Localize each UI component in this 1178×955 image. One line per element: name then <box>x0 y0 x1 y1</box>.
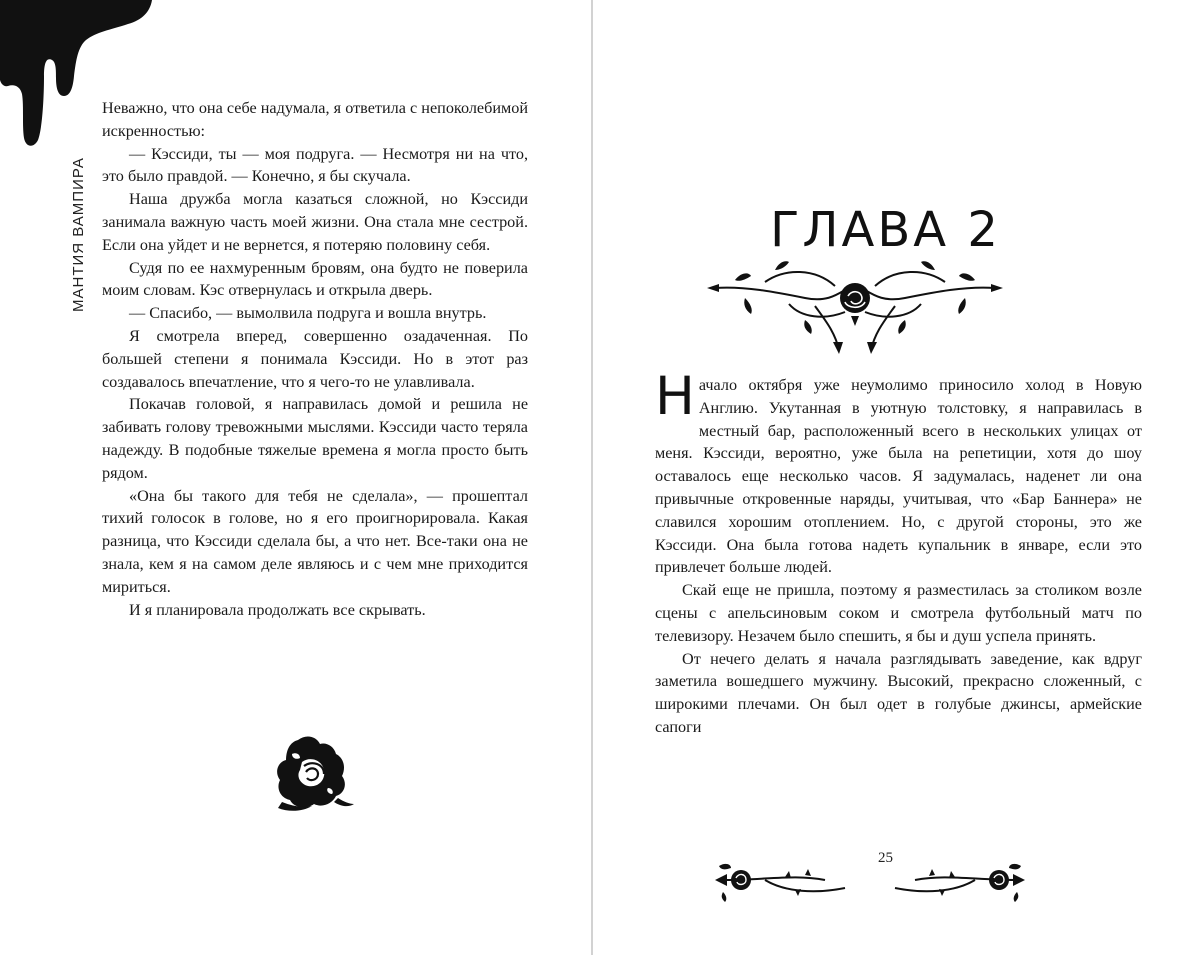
paragraph: «Она бы такого для тебя не сделала», — прошептал тихий голосок в голове, но я его проигнорировала. Какая разница, что Кэссиди сделала бы, а что нет. Все-таки она не знала, кем я на самом деле являюсь и с чем мне приходится мириться. <box>102 486 528 596</box>
right-page <box>593 0 1178 955</box>
right-page-text <box>655 366 1142 739</box>
paragraph: Судя по ее нахмуренным бровям, она будто не поверила моим словам. Кэс отвернулась и открыла дверь. <box>102 258 528 300</box>
paragraph: Я смотрела вперед, совершенно озадаченная. По большей степени я понимала Кэссиди. Но в этот раз создавалось впечатление, что я чего-то не улавливала. <box>102 326 528 391</box>
page-number: 25 <box>878 850 893 866</box>
paragraph: И я планировала продолжать все скрывать. <box>129 600 426 619</box>
left-page-text <box>102 97 528 621</box>
rose-icon <box>272 732 354 812</box>
paragraph: Наша дружба могла казаться сложной, но Кэссиди занимала важную часть моей жизни. Она стала мне сестрой. Если она уйдет и не вернется, я потеряю половину себя. <box>102 190 528 254</box>
paragraph: От нечего делать я начала разглядывать заведение, как вдруг заметила вошедшего мужчину. Высокий, прекрасно сложенный, с широкими плечами. Он был одет в голубые джинсы, армейские сапоги <box>655 649 1142 736</box>
drop-cap: Н <box>655 366 695 427</box>
paragraph-text: ачало октября уже неумолимо приносило холод в Новую Англию. Укутанная в уютную толстовку, я направилась в местный бар, расположенный всего в нескольких улицах от меня. Кэссиди, вероятно, уже была на репетиции, хотя до шоу оставалось еще несколько часов. Я задумалась, наденет ли она привычные откровенные наряды, учитывая, что «Бар Баннера» не славился хорошим отоплением. Но, с другой стороны, это же Кэссиди. Она была готова надеть купальник в январе, если это привлечет больше людей. <box>655 376 1142 577</box>
paragraph: Скай еще не пришла, поэтому я разместилась за столиком возле сцены с апельсиновым соком и смотрела футбольный матч по телевизору. Незачем было спешить, я бы и душ успела принять. <box>655 581 1142 645</box>
paragraph: Покачав головой, я направилась домой и решила не забивать голову тревожными мыслями. Кэссиди часто теряла надежду. В подобные тяжелые времена я могла просто быть рядом. <box>102 395 528 482</box>
paragraph: Неважно, что она себе надумала, я ответила с непоколебимой искренностью: <box>102 99 528 140</box>
running-head: МАНТИЯ ВАМПИРА <box>70 157 87 312</box>
paragraph: — Спасибо, — вымолвила подруга и вошла внутрь. <box>129 304 487 323</box>
chapter-title: ГЛАВА 2 <box>770 202 1001 259</box>
rose-vine-flourish-icon <box>705 258 1005 358</box>
opening-paragraph <box>655 366 1142 579</box>
paragraph: — Кэссиди, ты — моя подруга. — Несмотря ни на что, это было правдой. — Конечно, я бы скучала. <box>102 144 528 186</box>
